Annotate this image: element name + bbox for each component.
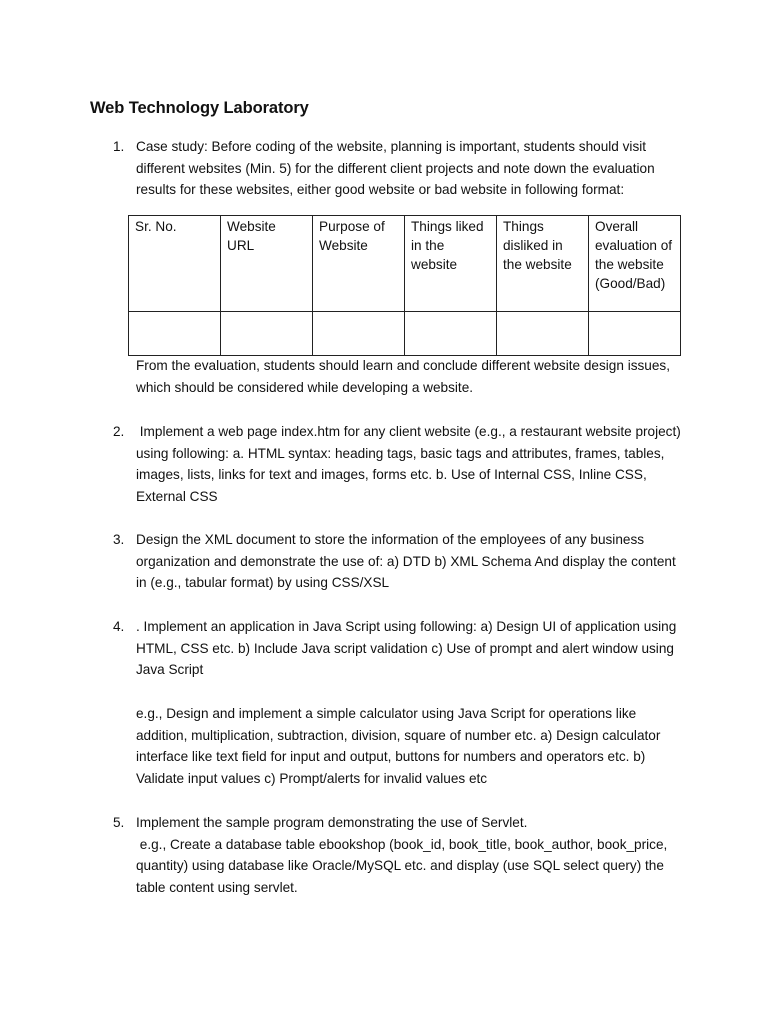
table-header-cell: Things disliked in the website: [497, 216, 589, 312]
table-header-cell: Sr. No.: [129, 216, 221, 312]
list-item-text: Implement a web page index.htm for any client website (e.g., a restaurant website project) using following: a. HTML syntax: heading tags, basic tags and attributes, frames, tables, images, lists, links for text and images, forms etc. b. Use of Internal CSS, Inline CSS, External CSS: [136, 424, 685, 505]
list-item-text: Implement the sample program demonstrating the use of Servlet.: [136, 815, 528, 830]
evaluation-table: [128, 215, 681, 356]
table-header-row: [129, 216, 681, 312]
document-title: Web Technology Laboratory: [90, 99, 309, 117]
list-number: 1.: [113, 139, 125, 154]
evaluation-conclusion: From the evaluation, students should learn and conclude different website design issues, which should be considered while developing a website.: [136, 358, 671, 395]
table-cell: [589, 312, 681, 356]
list-item-text: Design the XML document to store the information of the employees of any business organization and demonstrate the use of: a) DTD b) XML Schema And display the content in (e.g., tabular format) by using CSS/XSL: [136, 532, 676, 591]
list-number: 5.: [113, 815, 125, 830]
list-number: 2.: [113, 424, 125, 439]
list-item-example: e.g., Design and implement a simple calculator using Java Script for operations like addition, multiplication, subtraction, division, square of number etc. a) Design calculator interface like text field for input and output, buttons for numbers and operators etc. b) Validate input values c) Prompt/alerts for invalid values etc: [136, 705, 661, 786]
list-number: 3.: [113, 532, 125, 547]
table-cell: [405, 312, 497, 356]
table-cell: [221, 312, 313, 356]
list-item-body: [136, 812, 684, 899]
table-header-cell: Website URL: [221, 216, 313, 312]
list-item-text: Case study: Before coding of the website, planning is important, students should visit different websites (Min. 5) for the different client projects and note down the evaluation results for these websites, either good website or bad website in following format:: [136, 139, 655, 198]
table-cell: [313, 312, 405, 356]
list-item-text: . Implement an application in Java Script using following: a) Design UI of application using HTML, CSS etc. b) Include Java script validation c) Use of prompt and alert window using Java Script: [136, 619, 677, 678]
table-header-cell: Things liked in the website: [405, 216, 497, 312]
list-item-example: e.g., Create a database table ebookshop (book_id, book_title, book_author, book_price, quantity) using database like Oracle/MySQL etc. and display (use SQL select query) the table content using servlet.: [136, 836, 672, 896]
table-cell: [497, 312, 589, 356]
list-item-body: [136, 616, 684, 790]
list-number: 4.: [113, 619, 125, 634]
table-header-cell: Purpose of Website: [313, 216, 405, 312]
table-header-cell: Overall evaluation of the website (Good/Bad): [589, 216, 681, 312]
table-row: [129, 312, 681, 356]
table-cell: [129, 312, 221, 356]
